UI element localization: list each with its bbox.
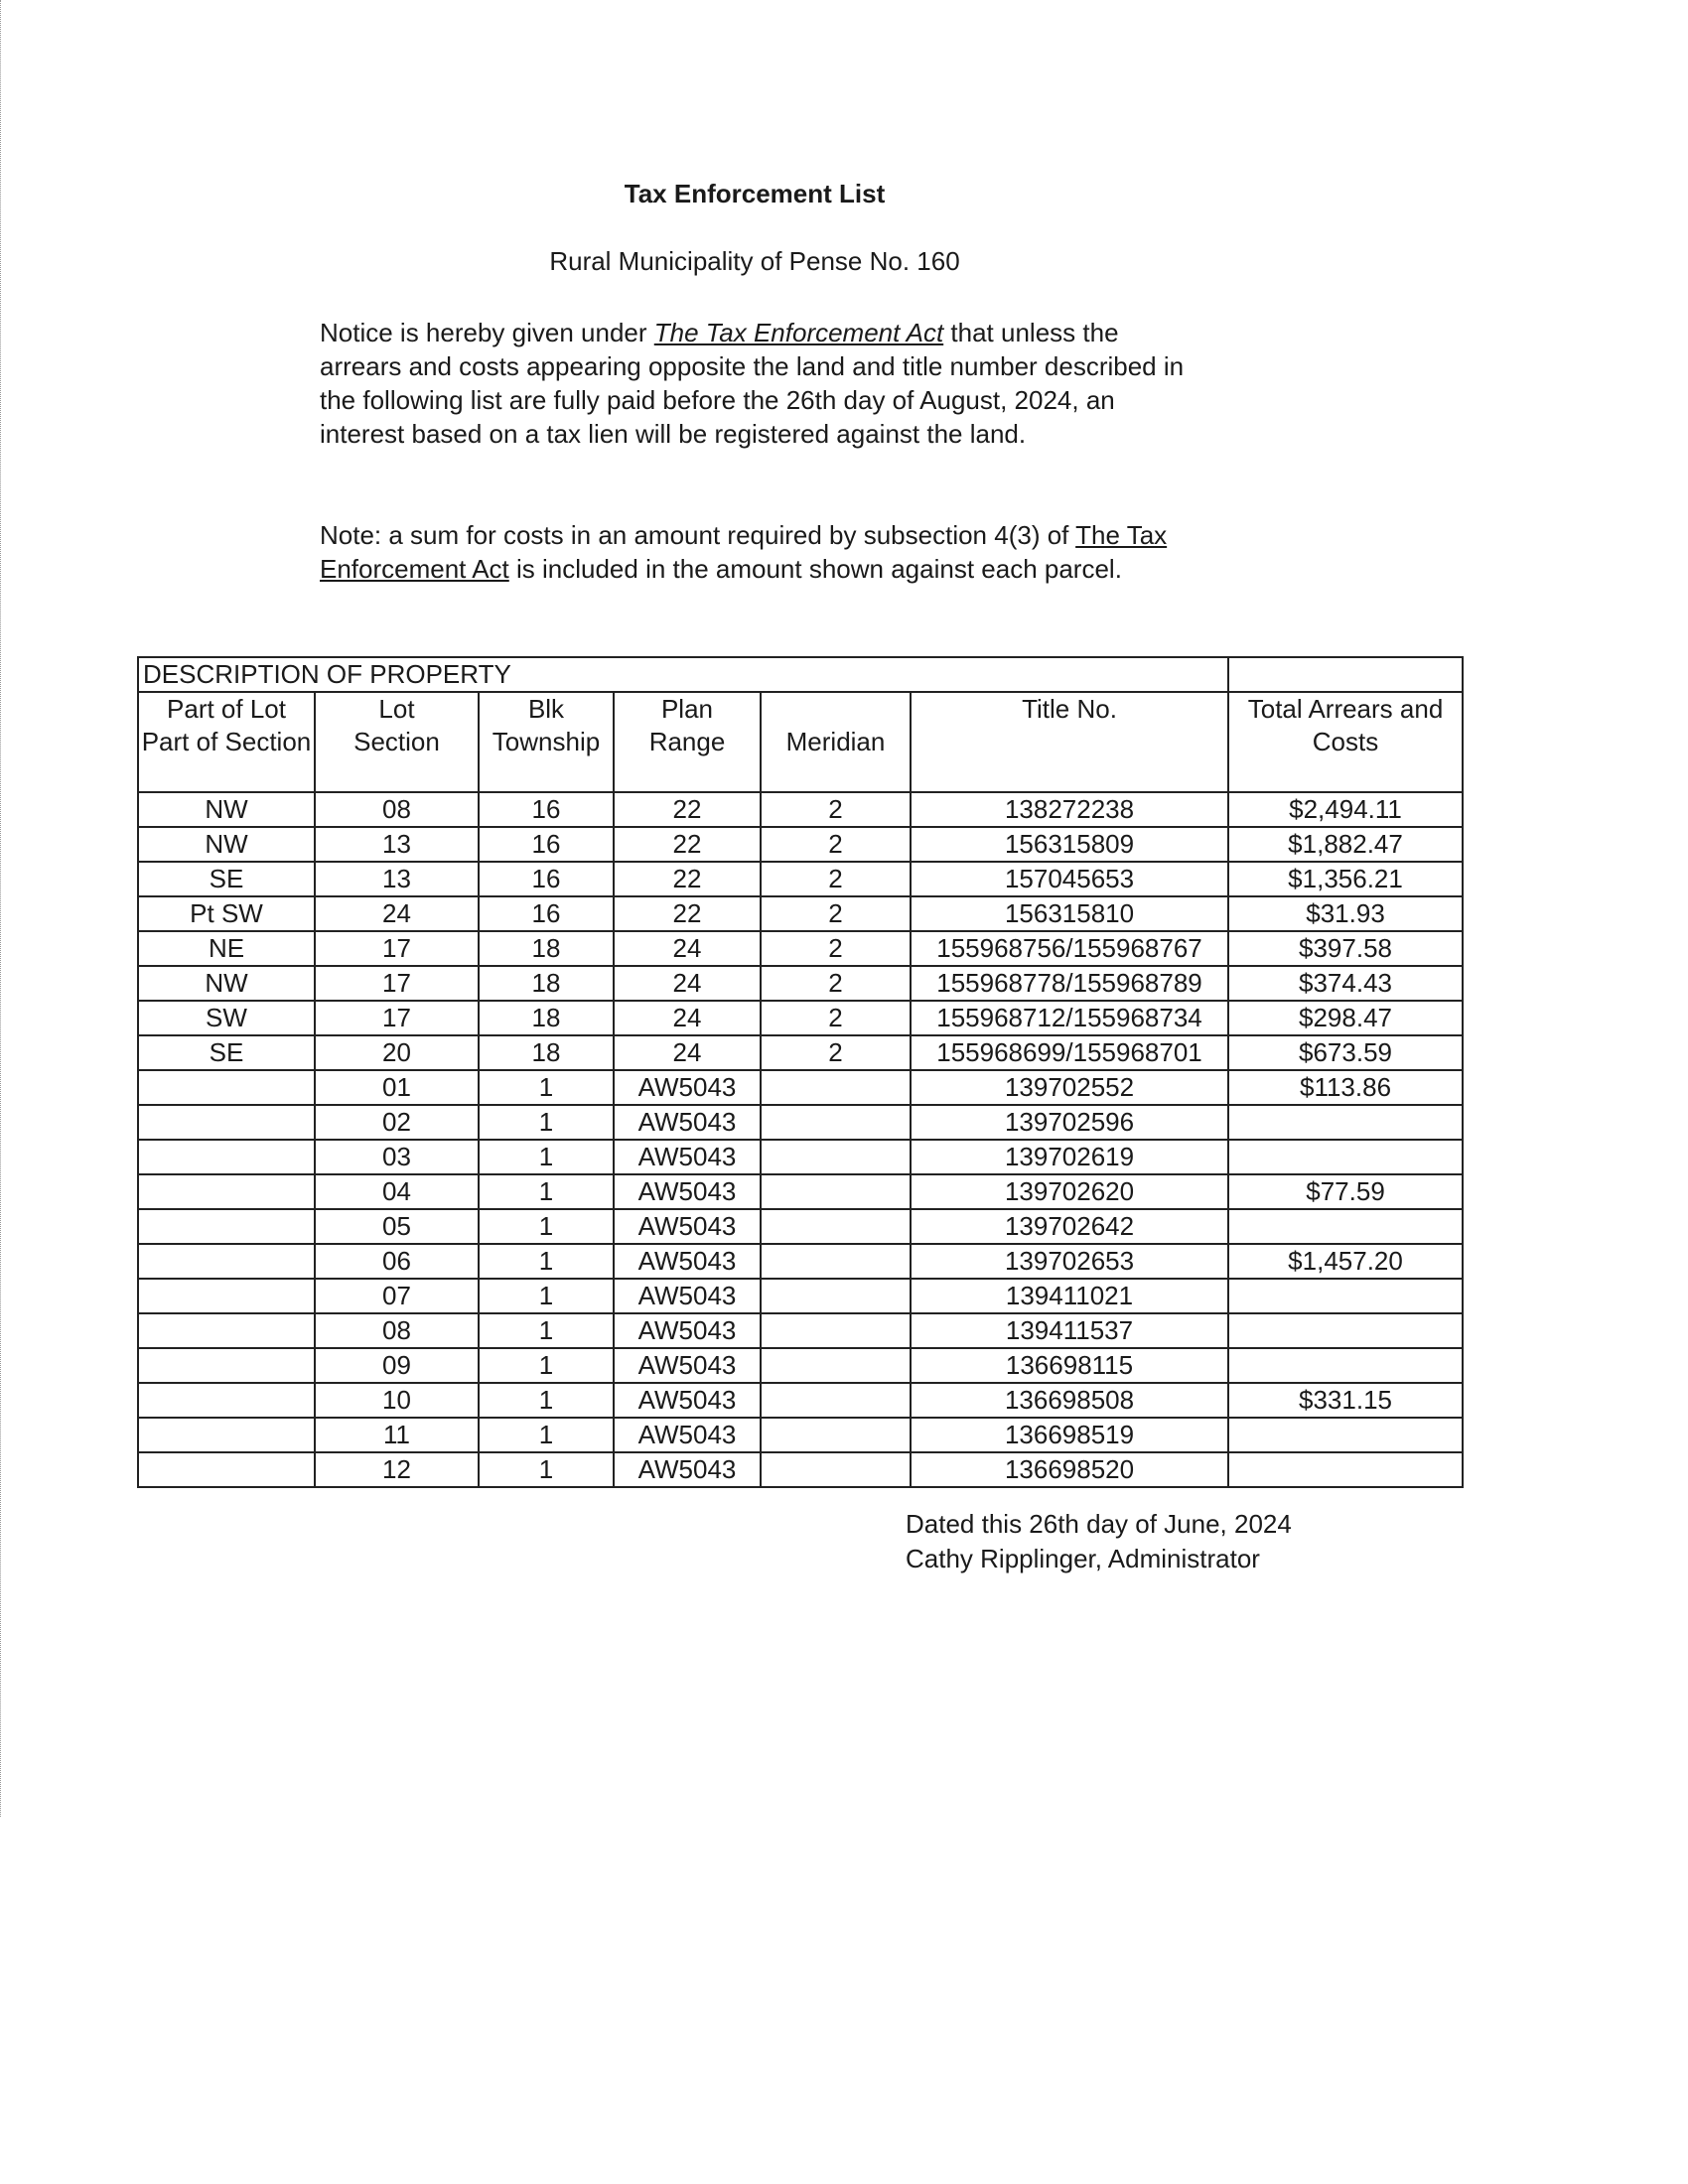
table-row [138,1174,1463,1209]
lot-section-cell: 02 [315,1105,479,1140]
note-prefix: Note: a sum for costs in an amount required by subsection 4(3) of [320,520,1076,550]
arrears-cell [1228,1313,1463,1348]
plan-range-cell: AW5043 [614,1070,761,1105]
part-of-section-cell: NW [138,827,315,862]
table-row [138,1348,1463,1383]
meridian-cell [761,1140,911,1174]
table-row [138,966,1463,1001]
plan-range-cell: AW5043 [614,1452,761,1487]
table-row [138,827,1463,862]
title-no-cell: 139702653 [911,1244,1228,1279]
lot-section-cell: 08 [315,792,479,827]
meridian-cell: 2 [761,1035,911,1070]
plan-range-cell: 22 [614,792,761,827]
plan-range-cell: 24 [614,931,761,966]
notice-suffix: that unless the arrears and costs appearing opposite the land and title number described in the following list are fully paid before the 26th day of August, 2024, an interest based on a tax lien will be registered against the land. [320,318,1185,449]
meridian-cell: 2 [761,1001,911,1035]
lot-section-cell: 20 [315,1035,479,1070]
blk-township-cell: 18 [479,1001,614,1035]
lot-section-cell: 17 [315,966,479,1001]
header-part-of-section: Part of Section [138,726,315,792]
part-of-section-cell [138,1452,315,1487]
lot-section-cell: 13 [315,827,479,862]
notice-paragraph [320,316,1194,451]
meridian-cell [761,1174,911,1209]
meridian-cell [761,1383,911,1418]
part-of-section-cell: NE [138,931,315,966]
meridian-cell: 2 [761,931,911,966]
arrears-cell: $31.93 [1228,896,1463,931]
header-total-arrears: Total Arrears and Costs [1228,692,1463,792]
meridian-cell: 2 [761,862,911,896]
lot-section-cell: 17 [315,1001,479,1035]
plan-range-cell: 22 [614,862,761,896]
plan-range-cell: AW5043 [614,1313,761,1348]
note-paragraph [320,518,1194,586]
plan-range-cell: AW5043 [614,1174,761,1209]
table-row [138,1209,1463,1244]
plan-range-cell: AW5043 [614,1140,761,1174]
column-header-row-1 [138,692,1463,726]
meridian-cell [761,1279,911,1313]
document-title: Tax Enforcement List [624,179,886,208]
blk-township-cell: 1 [479,1279,614,1313]
plan-range-cell: 24 [614,1001,761,1035]
meridian-cell [761,1209,911,1244]
part-of-section-cell [138,1244,315,1279]
plan-range-cell: AW5043 [614,1105,761,1140]
title-no-cell: 139702642 [911,1209,1228,1244]
blk-township-cell: 18 [479,966,614,1001]
lot-section-cell: 03 [315,1140,479,1174]
title-no-cell: 139411021 [911,1279,1228,1313]
lot-section-cell: 07 [315,1279,479,1313]
blk-township-cell: 1 [479,1209,614,1244]
table-row [138,1001,1463,1035]
table-row [138,1140,1463,1174]
blk-township-cell: 16 [479,827,614,862]
meridian-cell [761,1418,911,1452]
municipality-name: Rural Municipality of Pense No. 160 [549,246,960,276]
arrears-cell [1228,1348,1463,1383]
notice-prefix: Notice is hereby given under [320,318,654,347]
meridian-cell [761,1452,911,1487]
lot-section-cell: 24 [315,896,479,931]
note-act-title: The Tax Enforcement Act [320,520,1168,584]
lot-section-cell: 13 [315,862,479,896]
arrears-cell [1228,1209,1463,1244]
lot-section-cell: 04 [315,1174,479,1209]
table-row [138,1418,1463,1452]
arrears-cell: $673.59 [1228,1035,1463,1070]
arrears-cell: $1,356.21 [1228,862,1463,896]
signoff [906,1507,1292,1576]
header-title-no: Title No. [911,692,1228,792]
table-row [138,1313,1463,1348]
meridian-cell: 2 [761,896,911,931]
lot-section-cell: 10 [315,1383,479,1418]
title-no-cell: 155968756/155968767 [911,931,1228,966]
part-of-section-cell [138,1418,315,1452]
meridian-cell [761,1105,911,1140]
plan-range-cell: AW5043 [614,1383,761,1418]
note-suffix: is included in the amount shown against each parcel. [508,554,1122,584]
part-of-section-cell [138,1174,315,1209]
plan-range-cell: 22 [614,827,761,862]
blk-township-cell: 1 [479,1070,614,1105]
lot-section-cell: 06 [315,1244,479,1279]
blk-township-cell: 18 [479,1035,614,1070]
part-of-section-cell [138,1070,315,1105]
title-no-cell: 157045653 [911,862,1228,896]
signer-line: Cathy Ripplinger, Administrator [906,1544,1260,1573]
dated-line: Dated this 26th day of June, 2024 [906,1509,1292,1539]
blk-township-cell: 16 [479,862,614,896]
notice-act-title: The Tax Enforcement Act [653,318,944,347]
plan-range-cell: 24 [614,966,761,1001]
blk-township-cell: 1 [479,1418,614,1452]
plan-range-cell: 22 [614,896,761,931]
arrears-cell [1228,1105,1463,1140]
title-no-cell: 139702620 [911,1174,1228,1209]
meridian-cell: 2 [761,827,911,862]
arrears-cell: $77.59 [1228,1174,1463,1209]
part-of-section-cell: SE [138,862,315,896]
title-no-cell: 156315809 [911,827,1228,862]
arrears-cell: $397.58 [1228,931,1463,966]
tax-enforcement-table [137,656,1464,1488]
header-blk: Blk [479,692,614,726]
arrears-cell: $374.43 [1228,966,1463,1001]
header-part-of-lot: Part of Lot [138,692,315,726]
meridian-cell: 2 [761,792,911,827]
blk-township-cell: 1 [479,1244,614,1279]
arrears-cell: $1,882.47 [1228,827,1463,862]
title-no-cell: 136698520 [911,1452,1228,1487]
meridian-cell [761,1244,911,1279]
header-section: Section [315,726,479,792]
part-of-section-cell: SE [138,1035,315,1070]
arrears-cell: $113.86 [1228,1070,1463,1105]
blk-township-cell: 1 [479,1140,614,1174]
table-row [138,1070,1463,1105]
part-of-section-cell: NW [138,966,315,1001]
part-of-section-cell [138,1209,315,1244]
arrears-cell: $2,494.11 [1228,792,1463,827]
plan-range-cell: AW5043 [614,1244,761,1279]
table-row [138,931,1463,966]
lot-section-cell: 05 [315,1209,479,1244]
blk-township-cell: 1 [479,1313,614,1348]
table-row [138,1105,1463,1140]
arrears-cell: $1,457.20 [1228,1244,1463,1279]
arrears-cell: $331.15 [1228,1383,1463,1418]
part-of-section-cell: NW [138,792,315,827]
plan-range-cell: AW5043 [614,1348,761,1383]
arrears-cell: $298.47 [1228,1001,1463,1035]
lot-section-cell: 17 [315,931,479,966]
plan-range-cell: AW5043 [614,1209,761,1244]
meridian-cell: 2 [761,966,911,1001]
blk-township-cell: 16 [479,792,614,827]
description-header-blank [1228,657,1463,692]
title-no-cell: 155968712/155968734 [911,1001,1228,1035]
arrears-cell [1228,1452,1463,1487]
description-of-property-header: DESCRIPTION OF PROPERTY [138,657,1228,692]
arrears-cell [1228,1140,1463,1174]
title-no-cell: 139702552 [911,1070,1228,1105]
header-township: Township [479,726,614,792]
title-no-cell: 139411537 [911,1313,1228,1348]
blk-township-cell: 18 [479,931,614,966]
blk-township-cell: 1 [479,1105,614,1140]
plan-range-cell: 24 [614,1035,761,1070]
lot-section-cell: 12 [315,1452,479,1487]
part-of-section-cell [138,1140,315,1174]
meridian-cell [761,1070,911,1105]
header-lot: Lot [315,692,479,726]
lot-section-cell: 08 [315,1313,479,1348]
header-plan: Plan [614,692,761,726]
table-row [138,1383,1463,1418]
header-range: Range [614,726,761,792]
part-of-section-cell: Pt SW [138,896,315,931]
part-of-section-cell [138,1383,315,1418]
title-no-cell: 156315810 [911,896,1228,931]
part-of-section-cell [138,1279,315,1313]
arrears-cell [1228,1279,1463,1313]
description-header-row [138,657,1463,692]
part-of-section-cell [138,1348,315,1383]
table-row [138,1035,1463,1070]
title-no-cell: 138272238 [911,792,1228,827]
table-row [138,1244,1463,1279]
meridian-cell [761,1313,911,1348]
title-no-cell: 139702596 [911,1105,1228,1140]
blk-township-cell: 1 [479,1348,614,1383]
part-of-section-cell: SW [138,1001,315,1035]
meridian-cell [761,1348,911,1383]
part-of-section-cell [138,1313,315,1348]
blk-township-cell: 16 [479,896,614,931]
table-row [138,1279,1463,1313]
arrears-cell [1228,1418,1463,1452]
plan-range-cell: AW5043 [614,1418,761,1452]
table-row [138,862,1463,896]
header-meridian-blank [761,692,911,726]
blk-township-cell: 1 [479,1452,614,1487]
plan-range-cell: AW5043 [614,1279,761,1313]
title-no-cell: 136698519 [911,1418,1228,1452]
title-no-cell: 155968778/155968789 [911,966,1228,1001]
title-no-cell: 139702619 [911,1140,1228,1174]
header-meridian: Meridian [761,726,911,792]
table-row [138,792,1463,827]
lot-section-cell: 11 [315,1418,479,1452]
title-no-cell: 136698508 [911,1383,1228,1418]
lot-section-cell: 01 [315,1070,479,1105]
lot-section-cell: 09 [315,1348,479,1383]
part-of-section-cell [138,1105,315,1140]
title-no-cell: 136698115 [911,1348,1228,1383]
blk-township-cell: 1 [479,1383,614,1418]
table-row [138,1452,1463,1487]
title-no-cell: 155968699/155968701 [911,1035,1228,1070]
table-row [138,896,1463,931]
blk-township-cell: 1 [479,1174,614,1209]
